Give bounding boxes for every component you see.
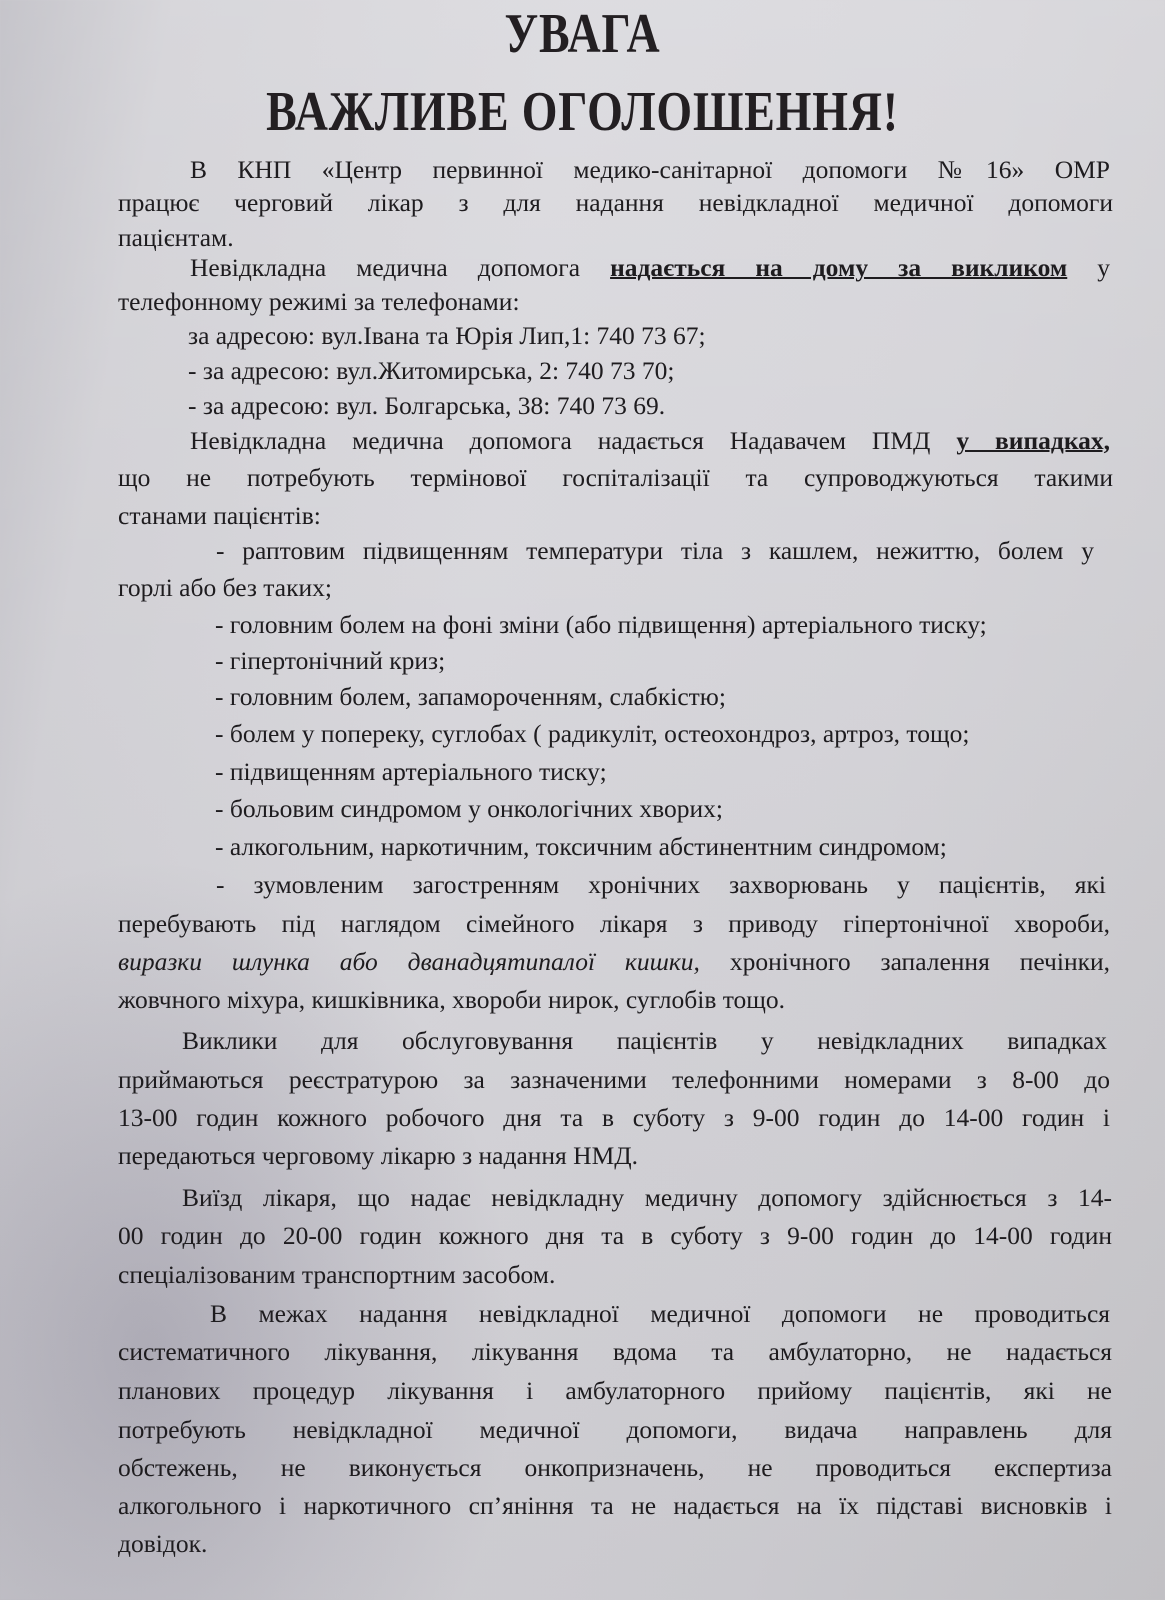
para2-text-start: Невідкладна медична допомога xyxy=(190,253,581,282)
condition-item-cont: горлі або без таких; xyxy=(118,573,332,602)
para4-line2: приймаються реєстратурою за зазначеними телефонними номерами з 8-00 до xyxy=(118,1065,1110,1094)
para4-line1: Виклики для обслуговування пацієнтів у невідкладних випадках xyxy=(182,1026,1107,1055)
para4-line3: 13-00 годин кожного робочого дня та в суботу з 9-00 годин до 14-00 годин і xyxy=(118,1103,1110,1132)
para6-line1: В межах надання невідкладної медичної допомоги не проводиться xyxy=(210,1299,1110,1328)
condition-item: - головним болем на фоні зміни (або підвищення) артеріального тиску; xyxy=(215,610,987,639)
para6-line6: алкогольного і наркотичного сп’яніння та не надається на їх підставі висновків і xyxy=(118,1491,1112,1520)
condition-item: - больовим синдромом у онкологічних хворих; xyxy=(215,794,723,823)
notice-title: УВАГА xyxy=(504,3,661,65)
para3-line1 xyxy=(190,423,1110,459)
address-item: - за адресою: вул.Житомирська, 2: 740 73 70; xyxy=(188,356,675,385)
para5-line1: Виїзд лікаря, що надає невідкладну медичну допомогу здійснюється з 14- xyxy=(182,1183,1112,1212)
notice-subtitle: ВАЖЛИВЕ ОГОЛОШЕННЯ! xyxy=(266,81,899,143)
condition-item: - гіпертонічний криз; xyxy=(215,646,446,675)
para6-line2: систематичного лікування, лікування вдома та амбулаторно, не надається xyxy=(118,1337,1112,1366)
condition-item: - алкогольним, наркотичним, токсичним абстинентним синдромом; xyxy=(215,832,947,861)
condition-item-cont xyxy=(118,944,1110,980)
condition-item: - головним болем, запамороченням, слабкістю; xyxy=(215,682,726,711)
para1-line3: пацієнтам. xyxy=(118,223,234,252)
para6-line5: обстежень, не виконується онкопризначень, не проводиться експертиза xyxy=(118,1453,1112,1482)
para3-text-start: Невідкладна медична допомога надається Надавачем ПМД xyxy=(190,426,931,455)
para3-emphasis: у випадках, xyxy=(956,426,1110,455)
address-item: за адресою: вул.Івана та Юрія Лип,1: 740 73 67; xyxy=(188,321,706,350)
para6-line7: довідок. xyxy=(118,1529,208,1558)
para3-line2: що не потребують термінової госпіталізації та супроводжуються такими xyxy=(118,463,1113,492)
address-item: - за адресою: вул. Болгарська, 38: 740 73 69. xyxy=(188,391,666,420)
para6-line3: планових процедур лікування і амбулаторного прийому пацієнтів, які не xyxy=(118,1376,1112,1405)
condition-item-cont: жовчного міхура, кишківника, хвороби нирок, суглобів тощо. xyxy=(118,985,786,1014)
condition-item: - підвищенням артеріального тиску; xyxy=(215,757,607,786)
para5-line2: 00 годин до 20-00 годин кожного дня та в суботу з 9-00 годин до 14-00 годин xyxy=(118,1221,1112,1250)
condition-item-cont: перебувають під наглядом сімейного лікаря з приводу гіпертонічної хвороби, xyxy=(118,909,1110,938)
condition-item: - болем у попереку, суглобах ( радикуліт, остеохондроз, артроз, тощо; xyxy=(215,719,970,748)
para2-line2: телефонному режимі за телефонами: xyxy=(118,287,520,316)
para2-text-end: у xyxy=(1097,253,1111,282)
para2-emphasis: надається на дому за викликом xyxy=(610,253,1068,282)
para4-line4: передаються черговому лікарю з надання НМД. xyxy=(118,1141,639,1170)
para2-line1 xyxy=(190,250,1110,286)
condition-text: хронічного запалення печінки, xyxy=(729,947,1110,976)
condition-italic-text: виразки шлунка або дванадцятипалої кишки, xyxy=(118,947,700,976)
para1-line1: В КНП «Центр первинної медико-санітарної допомоги №16» ОМР xyxy=(190,155,1110,184)
para3-line3: станами пацієнтів: xyxy=(118,501,321,530)
para1-line2: працює черговий лікар з для надання невідкладної медичної допомоги xyxy=(118,188,1113,217)
para6-line4: потребують невідкладної медичної допомоги, видача направлень для xyxy=(118,1415,1112,1444)
condition-item: - зумовленим загостренням хронічних захворювань у пацієнтів, які xyxy=(216,870,1106,899)
para5-line3: спеціалізованим транспортним засобом. xyxy=(118,1260,556,1289)
condition-item: - раптовим підвищенням температури тіла з кашлем, нежиттю, болем у xyxy=(216,536,1094,565)
